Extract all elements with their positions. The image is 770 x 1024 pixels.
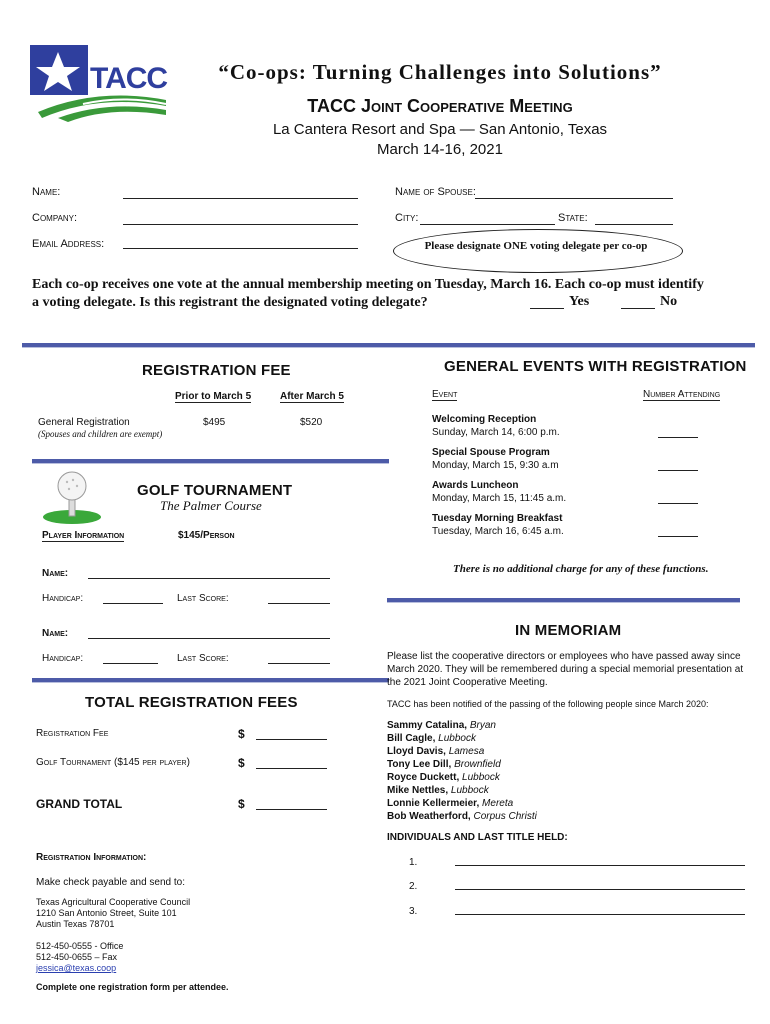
tacc-logo — [28, 42, 168, 122]
fax-number: 512-450-0655 – Fax — [36, 952, 118, 962]
golf-name-label-1: Name: — [42, 568, 69, 579]
name-field[interactable] — [123, 198, 358, 199]
payable-text: Make check payable and send to: — [36, 877, 185, 888]
golf-price: $145/Person — [178, 530, 235, 541]
memoriam-notified: TACC has been notified of the passing of the following people since March 2020: — [387, 699, 709, 709]
mailing-city: Austin Texas 78701 — [36, 919, 115, 929]
event-name: Welcoming Reception — [432, 414, 537, 425]
handicap-field-2[interactable] — [103, 663, 158, 664]
golf-name-field-1[interactable] — [88, 578, 330, 579]
grand-total-currency: $ — [238, 797, 245, 811]
list-item — [387, 720, 496, 731]
last-score-label-1: Last Score: — [177, 593, 229, 604]
person-town: Lubbock — [450, 785, 489, 796]
office-phone: 512-450-0555 - Office — [36, 941, 124, 951]
general-events-title: GENERAL EVENTS WITH REGISTRATION — [444, 358, 747, 375]
person-town: Lamesa — [448, 746, 485, 757]
handicap-label-1: Handicap: — [42, 593, 84, 604]
handicap-field-1[interactable] — [103, 603, 163, 604]
person-town: Bryan — [469, 720, 496, 731]
divider-right — [387, 598, 740, 603]
golf-total-label: Golf Tournament ($145 per player) — [36, 757, 190, 768]
meeting-title: TACC Joint Cooperative Meeting — [307, 96, 573, 116]
individuals-label: INDIVIDUALS AND LAST TITLE HELD: — [387, 832, 568, 843]
person-town: Brownfield — [454, 759, 501, 770]
golf-total-currency: $ — [238, 756, 245, 770]
list-item — [387, 811, 537, 822]
company-field[interactable] — [123, 224, 358, 225]
person-name: Lloyd Davis, — [387, 746, 446, 757]
email-field[interactable] — [123, 248, 358, 249]
event-time: Monday, March 15, 9:30 a.m — [432, 460, 559, 471]
city-label: City: — [395, 212, 419, 224]
registration-info-title: Registration Information: — [36, 852, 147, 863]
price-after: $520 — [300, 417, 323, 428]
mailing-street: 1210 San Antonio Street, Suite 101 — [36, 908, 177, 918]
memoriam-entry-1[interactable] — [455, 865, 745, 866]
contact-email-link[interactable]: jessica@texas.coop — [36, 963, 117, 973]
person-name: Mike Nettles, — [387, 785, 449, 796]
attending-field[interactable] — [658, 470, 698, 471]
person-name: Bob Weatherford, — [387, 811, 471, 822]
spouse-field[interactable] — [475, 198, 673, 199]
attending-field[interactable] — [658, 437, 698, 438]
totals-title: TOTAL REGISTRATION FEES — [85, 694, 298, 711]
memoriam-number-2: 2. — [409, 881, 418, 892]
name-label: Name: — [32, 186, 61, 198]
memoriam-entry-2[interactable] — [455, 889, 745, 890]
memoriam-title: IN MEMORIAM — [515, 622, 622, 639]
person-name: Lonnie Kellermeier, — [387, 798, 480, 809]
list-item — [387, 785, 489, 796]
company-label: Company: — [32, 212, 78, 224]
attending-field[interactable] — [658, 536, 698, 537]
event-name: Awards Luncheon — [432, 480, 519, 491]
golf-ball-icon — [42, 470, 102, 525]
last-score-field-2[interactable] — [268, 663, 330, 664]
golf-total-amount[interactable] — [256, 768, 327, 769]
col-event: Event — [432, 389, 458, 400]
divider-top — [22, 343, 755, 348]
event-name: Special Spouse Program — [432, 447, 550, 458]
last-score-label-2: Last Score: — [177, 653, 229, 664]
person-name: Royce Duckett, — [387, 772, 460, 783]
event-time: Sunday, March 14, 6:00 p.m. — [432, 427, 560, 438]
golf-course: The Palmer Course — [160, 498, 262, 513]
event-name: Tuesday Morning Breakfast — [432, 513, 563, 524]
reg-fee-label: Registration Fee — [36, 728, 109, 739]
tagline: “Co-ops: Turning Challenges into Solutions” — [218, 60, 662, 84]
reg-fee-currency: $ — [238, 727, 245, 741]
venue: La Cantera Resort and Spa — San Antonio, Texas — [272, 121, 608, 138]
reg-fee-amount[interactable] — [256, 739, 327, 740]
grand-total-label: GRAND TOTAL — [36, 797, 123, 811]
handicap-label-2: Handicap: — [42, 653, 84, 664]
grand-total-amount[interactable] — [256, 809, 327, 810]
attending-field[interactable] — [658, 503, 698, 504]
meeting-dates: March 14-16, 2021 — [377, 141, 503, 158]
person-name: Bill Cagle, — [387, 733, 436, 744]
state-label: State: — [558, 212, 588, 224]
spouse-label: Name of Spouse: — [395, 186, 476, 198]
state-field[interactable] — [595, 224, 673, 225]
mailing-org: Texas Agricultural Cooperative Council — [36, 897, 191, 907]
list-item — [387, 733, 476, 744]
person-town: Corpus Christi — [473, 811, 537, 822]
golf-name-label-2: Name: — [42, 628, 69, 639]
person-town: Lubbock — [462, 772, 500, 783]
divider-left-1 — [32, 459, 389, 464]
price-prior: $495 — [203, 417, 226, 428]
city-field[interactable] — [420, 224, 555, 225]
delegate-note: Please designate ONE voting delegate per co-op — [424, 240, 648, 252]
col-after-march-5: After March 5 — [280, 391, 344, 402]
player-info-label: Player Information — [42, 530, 125, 541]
voting-statement: Each co-op receives one vote at the annual membership meeting on Tuesday, March 16. Each co-op must identify a voting delegate. Is this registrant the designated voting delegate? — [32, 277, 704, 310]
event-time: Tuesday, March 16, 6:45 a.m. — [432, 526, 564, 537]
person-town: Lubbock — [438, 733, 476, 744]
general-registration-note: (Spouses and children are exempt) — [38, 429, 163, 439]
divider-left-2 — [32, 678, 389, 683]
person-name: Sammy Catalina, — [387, 720, 468, 731]
email-label: Email Address: — [32, 238, 105, 250]
no-label: No — [660, 294, 678, 309]
list-item — [387, 798, 513, 809]
list-item — [387, 759, 501, 770]
event-time: Monday, March 15, 11:45 a.m. — [432, 493, 567, 504]
person-name: Tony Lee Dill, — [387, 759, 452, 770]
last-score-field-1[interactable] — [268, 603, 330, 604]
person-town: Mereta — [482, 798, 514, 809]
list-item — [387, 772, 500, 783]
col-prior-march-5: Prior to March 5 — [175, 391, 252, 402]
registration-fee-title: REGISTRATION FEE — [142, 362, 291, 379]
memoriam-intro: Please list the cooperative directors or employees who have passed away since March 2020. They will be remembered during a special memorial presentation at the 2021 Joint Cooperative Meeting. — [387, 651, 744, 688]
col-number-attending: Number Attending — [643, 389, 721, 400]
golf-title: GOLF TOURNAMENT — [137, 482, 293, 499]
memoriam-entry-3[interactable] — [455, 914, 745, 915]
memoriam-number-3: 3. — [409, 906, 418, 917]
yes-field[interactable] — [530, 308, 564, 309]
golf-name-field-2[interactable] — [88, 638, 330, 639]
logo-text: TACC — [90, 62, 168, 95]
list-item — [387, 746, 484, 757]
no-field[interactable] — [621, 308, 655, 309]
general-registration-label: General Registration — [38, 417, 130, 428]
yes-label: Yes — [569, 294, 590, 309]
footer-note: Complete one registration form per attendee. — [36, 982, 229, 992]
events-note: There is no additional charge for any of these functions. — [453, 563, 709, 575]
memoriam-number-1: 1. — [409, 857, 418, 868]
